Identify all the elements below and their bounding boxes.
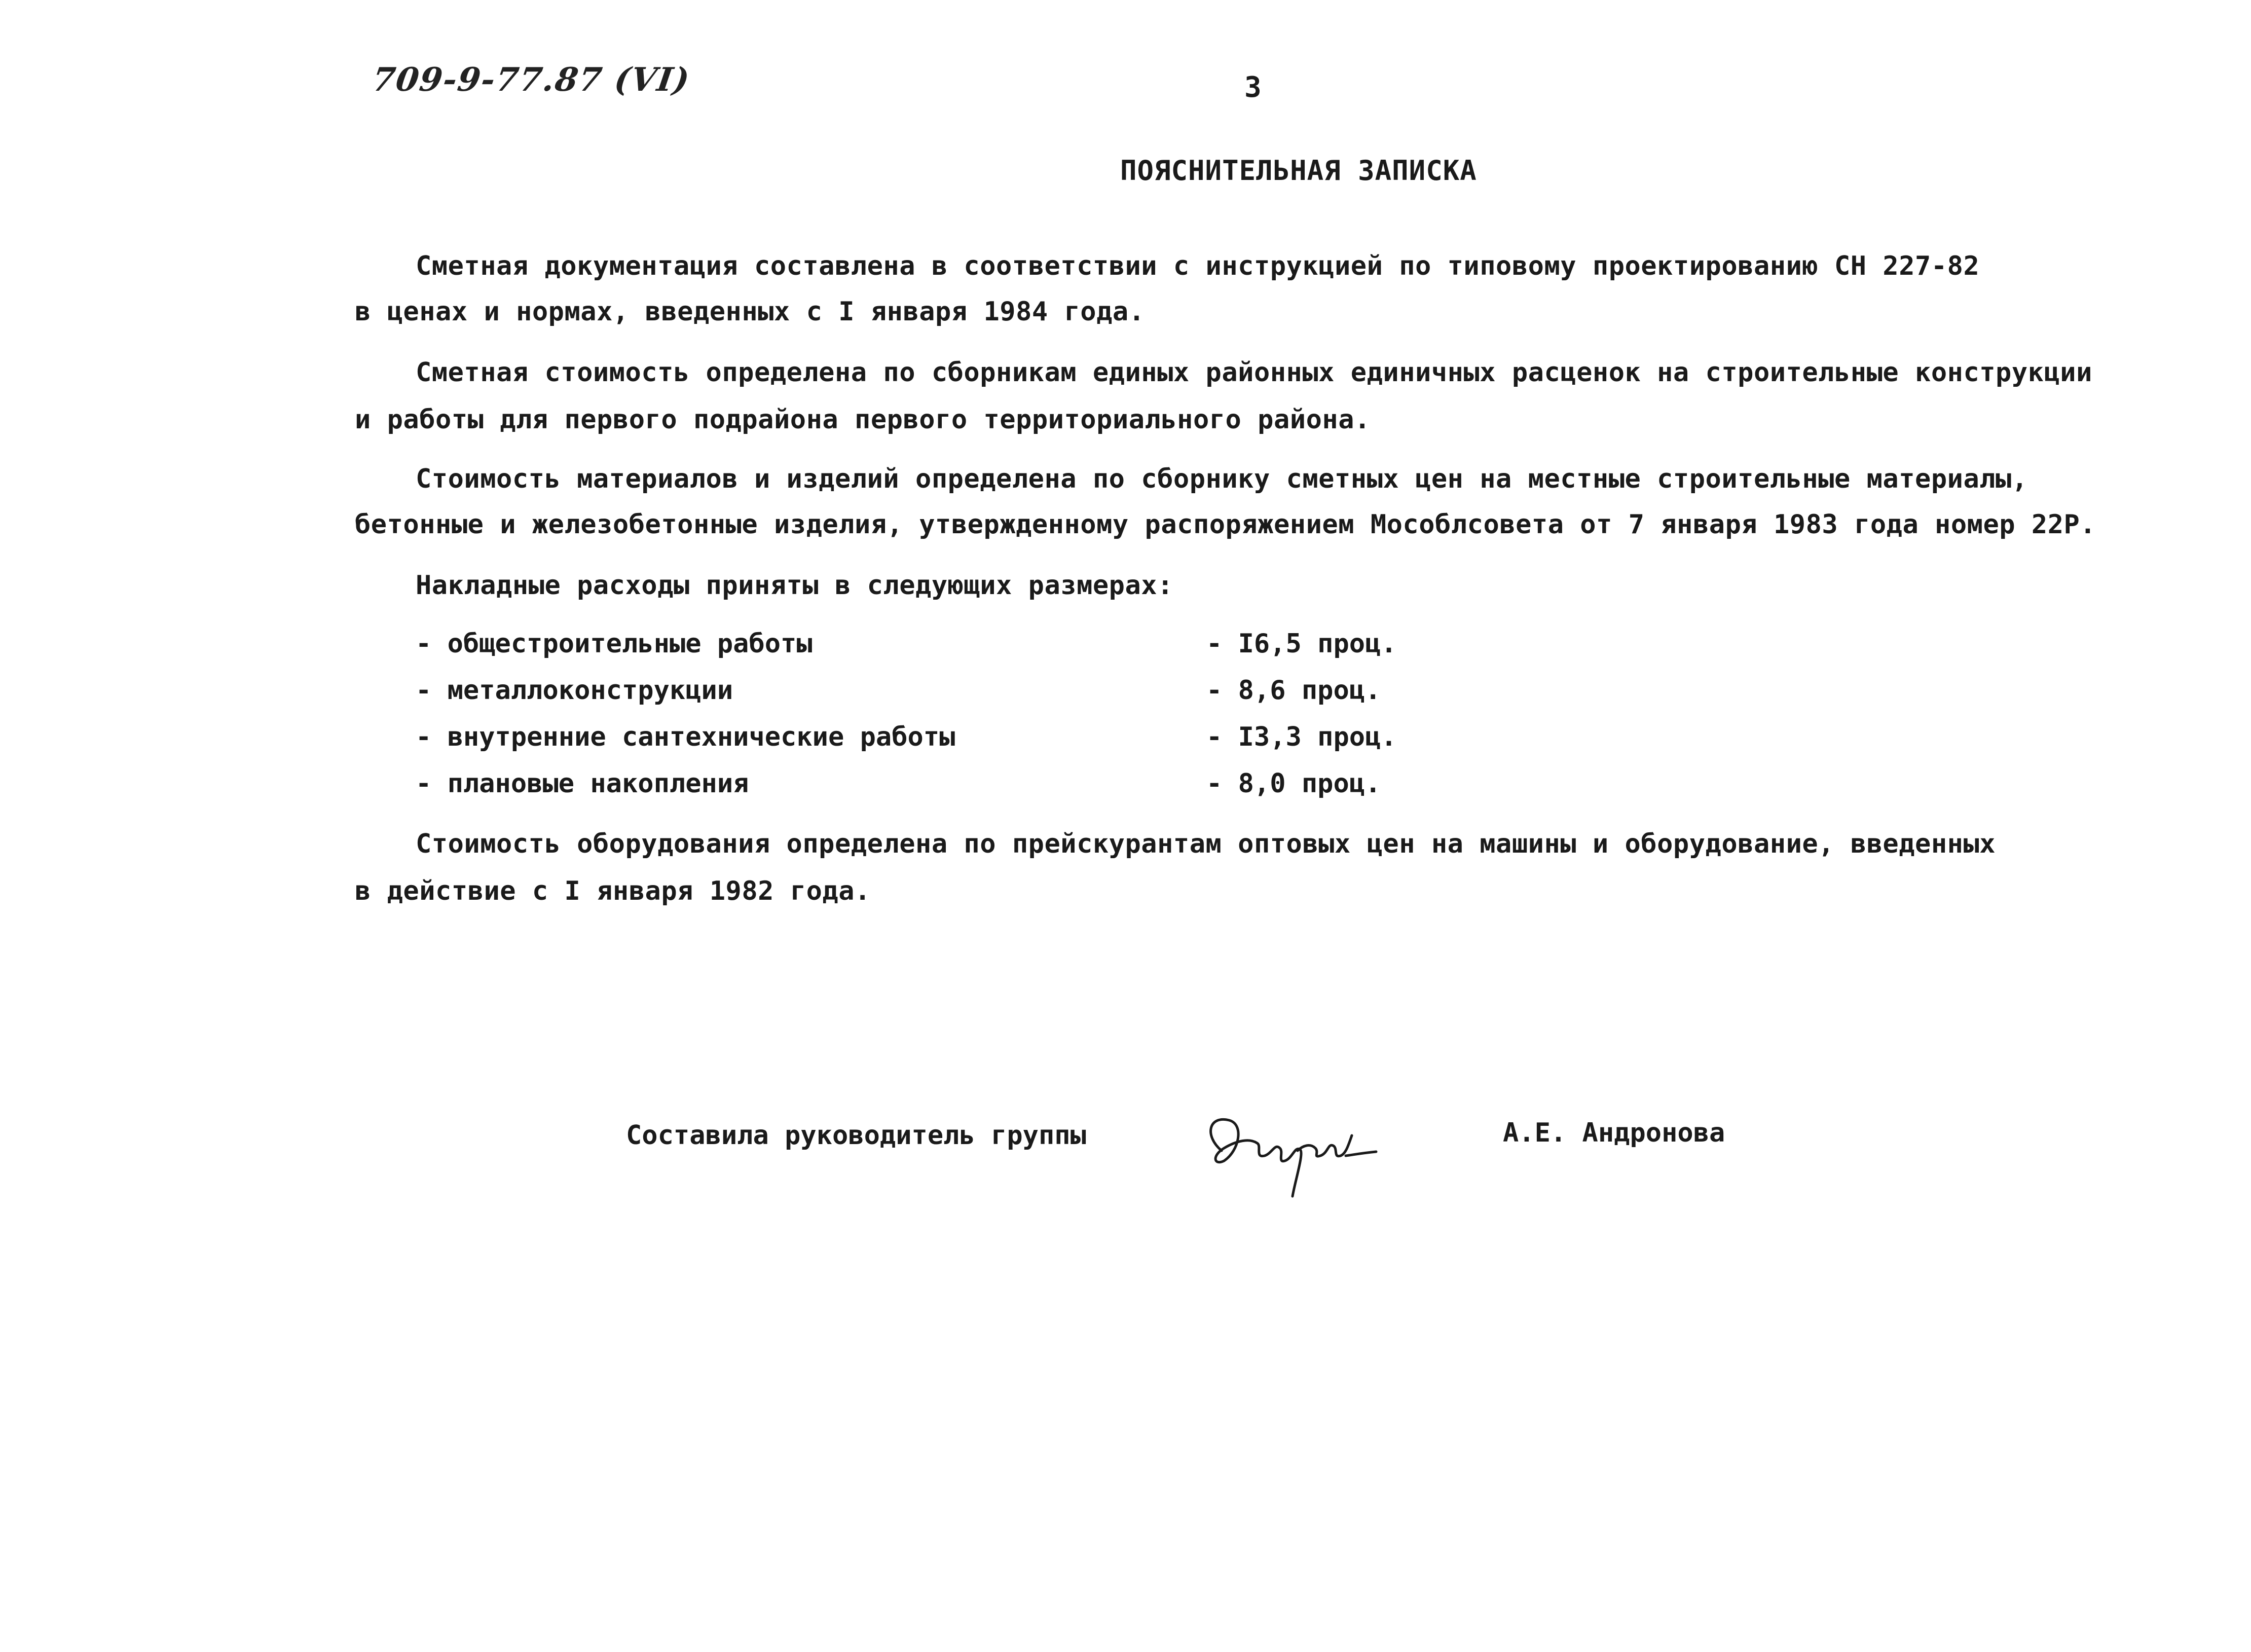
paragraph-3-line-2: бетонные и железобетонные изделия, утвержденному распоряжением Мособлсовета от 7 января 1983 года номер 22Р.: [355, 509, 2096, 540]
overhead-item-label: - плановые накопления: [416, 768, 749, 799]
overhead-item-value: - 8,0 проц.: [1206, 768, 1381, 799]
paragraph-3-line-1: Стоимость материалов и изделий определена по сборнику сметных цен на местные строительные материалы,: [416, 464, 2028, 494]
document-code: 709-9-77.87 (VI): [370, 61, 693, 99]
paragraph-1-line-1: Сметная документация составлена в соответствии с инструкцией по типовому проектированию СН 227-82: [416, 251, 1980, 281]
overhead-item-value: - 8,6 проц.: [1206, 675, 1381, 706]
paragraph-2-line-1: Сметная стоимость определена по сборникам единых районных единичных расценок на строительные конструкции: [416, 357, 2092, 388]
handwritten-signature: [1194, 1095, 1386, 1217]
paragraph-5-line-2: в действие с I января 1982 года.: [355, 876, 871, 906]
paragraph-2-line-2: и работы для первого подрайона первого территориального района.: [355, 405, 1371, 435]
overhead-item-value: - I3,3 проц.: [1206, 722, 1397, 752]
document-title: ПОЯСНИТЕЛЬНАЯ ЗАПИСКА: [1120, 155, 1477, 187]
paragraph-5-line-1: Стоимость оборудования определена по прейскурантам оптовых цен на машины и оборудование, введенных: [416, 829, 1996, 859]
overhead-item-label: - металлоконструкции: [416, 675, 733, 706]
paragraph-4-line-1: Накладные расходы приняты в следующих размерах:: [416, 570, 1173, 601]
signatory-name: А.Е. Андронова: [1503, 1118, 1725, 1148]
paragraph-1-line-2: в ценах и нормах, введенных с I января 1984 года.: [355, 297, 1145, 327]
signature-label: Составила руководитель группы: [626, 1120, 1086, 1151]
overhead-item-label: - общестроительные работы: [416, 629, 813, 659]
overhead-item-label: - внутренние сантехнические работы: [416, 722, 955, 752]
page-number: 3: [1244, 71, 1262, 104]
overhead-item-value: - I6,5 проц.: [1206, 629, 1397, 659]
